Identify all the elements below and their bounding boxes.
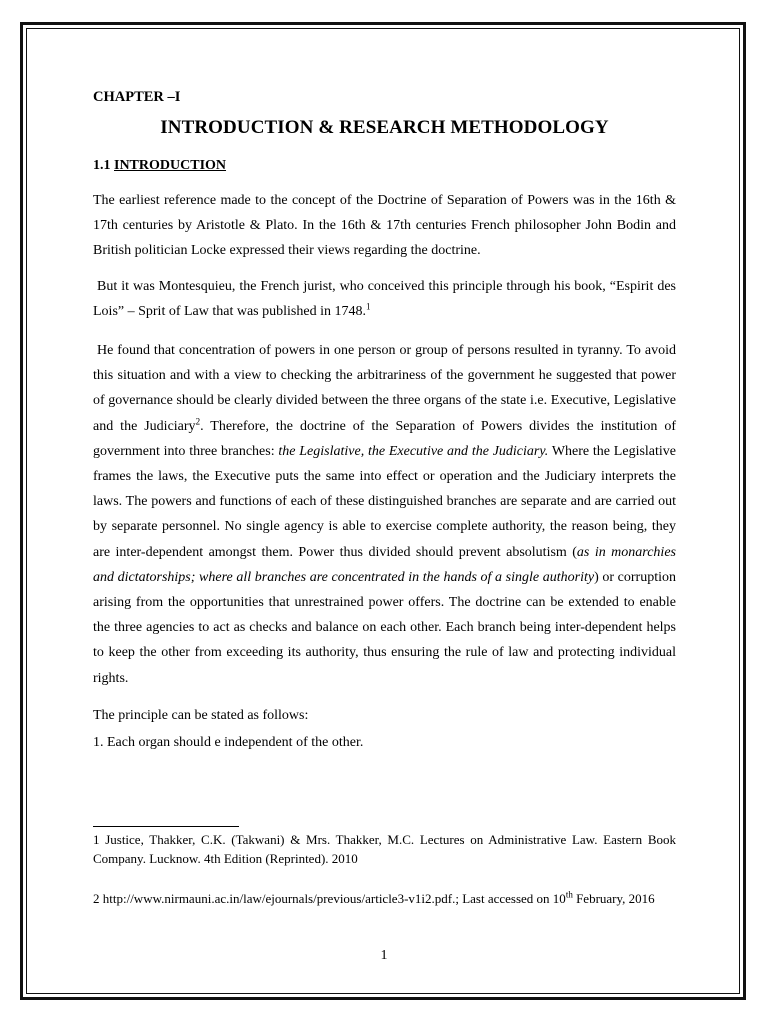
paragraph-3-italic-branches: the Legislative, the Executive and the Judiciary. [278,443,549,459]
paragraph-3-part-d: ) or corruption arising from the opportunities that unrestrained power offers. The doctrine can be extended to enable the three agencies to act as checks and balance on each other. Each branch being inter-dependent helps to keep the other from exceeding its authority, thus ensuring the rule of law and protecting individual rights. [93,569,676,686]
paragraph-3-part-b: . Therefore, the doctrine of the Separation of Powers divides the institution of government into three branches: [93,418,676,459]
page-number: 1 [380,948,388,963]
paragraph-5: 1. Each organ should e independent of the other. [93,735,364,751]
section-heading [93,156,676,176]
footnote-divider [93,826,239,827]
chapter-label: CHAPTER –I [93,89,181,105]
paragraph-4: The principle can be stated as follows: [93,707,309,723]
paragraph-2 [93,274,676,324]
footnote-ref-1: 1 [365,301,371,312]
section-name: INTRODUCTION [114,158,227,173]
paragraph-3 [93,338,676,691]
paragraph-1: The earliest reference made to the concept of the Doctrine of Separation of Powers was in the 16th & 17th centuries by Aristotle & Plato. In the 16th & 17th centuries French philosopher John Bodin and British politician Locke expressed their views regarding the doctrine. [93,193,676,259]
paragraph-3-part-a: He found that concentration of powers in one person or group of persons resulted in tyranny. To avoid this situation and with a view to checking the arbitrariness of the government he suggested that power of governance should be clearly divided between the three organs of the state i.e. Executive, Legislative and the Judiciary [93,343,676,434]
footnote-2-date: February, 2016 [572,891,655,906]
paragraph-3-italic-monarchies: as in monarchies and dictatorships; where all branches are concentrated in the hands of a single authority [93,544,676,585]
footnote-2-superscript: th [565,889,573,900]
footnote-ref-2: 2 [195,415,201,426]
page-content [93,86,676,755]
footnote-2-text: 2 http://www.nirmauni.ac.in/law/ejournals/previous/article3-v1i2.pdf.; Last accessed on 10 [93,891,566,906]
footnote-2 [93,889,676,908]
footnote-1: 1 Justice, Thakker, C.K. (Takwani) & Mrs. Thakker, M.C. Lectures on Administrative Law. Eastern Book Company. Lucknow. 4th Edition (Reprinted). 2010 [93,832,676,866]
paragraph-2-text: But it was Montesquieu, the French jurist, who conceived this principle through his book, “Espirit des Lois” – Sprit of Law that was published in 1748. [93,278,676,319]
section-number: 1.1 [93,158,114,173]
chapter-title: INTRODUCTION & RESEARCH METHODOLOGY [160,117,609,138]
paragraph-3-part-c: Where the Legislative frames the laws, the Executive puts the same into effect or operation and the Judiciary interprets the laws. The powers and functions of each of these distinguished branches are separate and are carried out by separate personnel. No single agency is able to exercise complete authority, the reason being, they are inter-dependent amongst them. Power thus divided should prevent absolutism ( [93,443,677,560]
